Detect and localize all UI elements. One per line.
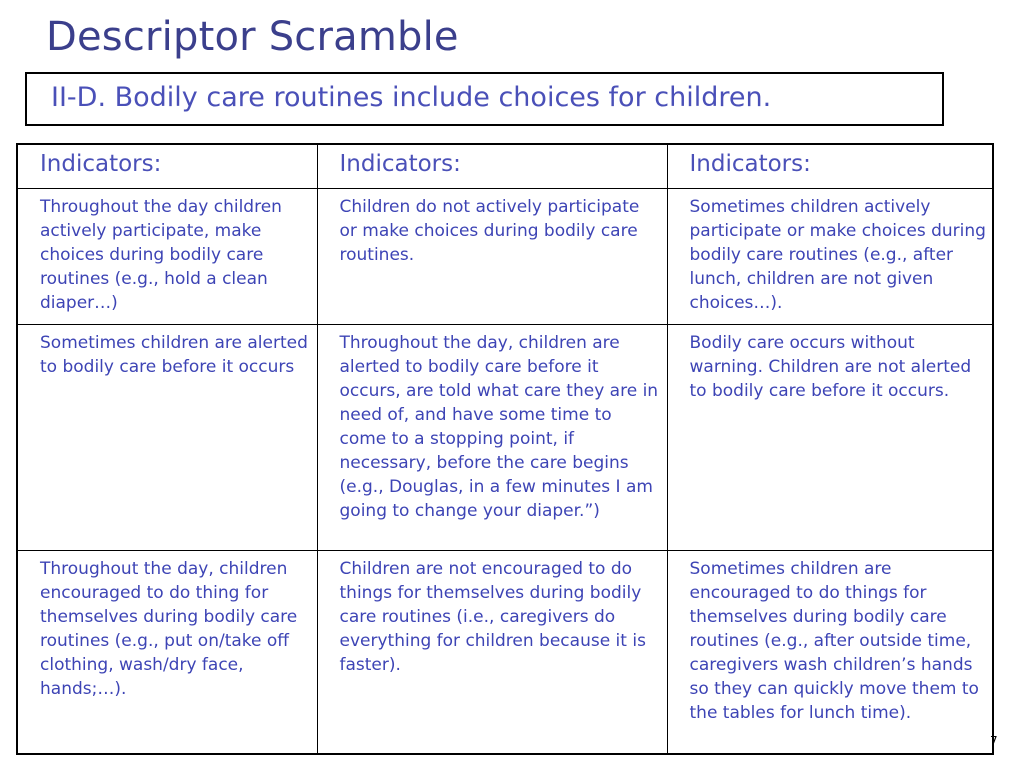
table-header-row (17, 144, 993, 188)
table-cell: Children are not encouraged to do things for themselves during bodily care routines (i.e., caregivers do everything for children because it is faster). (317, 550, 667, 754)
table-cell: Throughout the day, children encouraged to do thing for themselves during bodily care routines (e.g., put on/take off clothing, wash/dry face, hands;…). (17, 550, 317, 754)
table-cell: Throughout the day children actively participate, make choices during bodily care routines (e.g., hold a clean diaper…) (17, 188, 317, 324)
column-header: Indicators: (667, 144, 993, 188)
table-cell: Sometimes children are encouraged to do things for themselves during bodily care routines (e.g., after outside time, caregivers wash children’s hands so they can quickly move them to the tables for lunch time). (667, 550, 993, 754)
table-cell: Throughout the day, children are alerted to bodily care before it occurs, are told what care they are in need of, and have some time to come to a stopping point, if necessary, before the care begins (e.g., Douglas, in a few minutes I am going to change your diaper.”) (317, 324, 667, 550)
subtitle-box (25, 72, 944, 126)
column-header: Indicators: (317, 144, 667, 188)
table-cell: Bodily care occurs without warning. Children are not alerted to bodily care before it occurs. (667, 324, 993, 550)
table-cell: Children do not actively participate or make choices during bodily care routines. (317, 188, 667, 324)
table-cell: Sometimes children are alerted to bodily care before it occurs (17, 324, 317, 550)
indicators-table (16, 143, 994, 755)
table-row (17, 188, 993, 324)
column-header: Indicators: (17, 144, 317, 188)
table-row (17, 550, 993, 754)
table-cell: Sometimes children actively participate or make choices during bodily care routines (e.g., after lunch, children are not given choices…). (667, 188, 993, 324)
slide-subtitle: II-D. Bodily care routines include choices for children. (51, 82, 772, 113)
page-number: 7 (990, 734, 998, 748)
table-row (17, 324, 993, 550)
slide-title: Descriptor Scramble (46, 14, 459, 60)
